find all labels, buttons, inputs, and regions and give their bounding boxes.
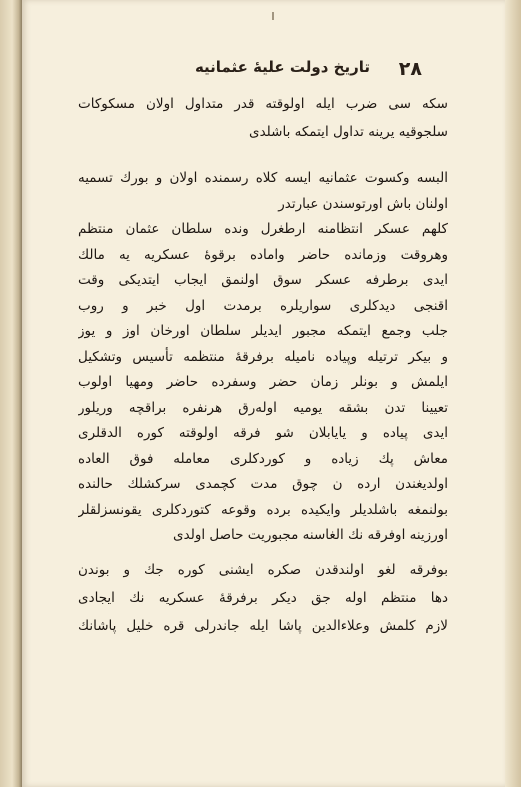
- text-line: معاش پك زياده و كوردكلرى معامله فوق العاده: [78, 450, 448, 467]
- text-line: لازم كلمش وعلاءالدين پاشا ايله جاندرلى قره خليل پاشانك: [78, 618, 448, 634]
- running-title: تاريخ دولت عليهٔ عثمانيه: [194, 58, 370, 76]
- page-header: [82, 58, 432, 84]
- paragraph-3: [78, 556, 448, 640]
- text-line: كلهم عسكر انتظامنه ارطغرل ونده سلطان عثمان منتظم: [78, 221, 448, 237]
- text-line: و بيكر ترتيله وپياده نامیله برفرقهٔ منتظمه تأسيس وتشكيل: [78, 348, 448, 365]
- text-line: اولديغندن ارده ن چوق مدت كچمدى سركشلك حالنده: [78, 476, 448, 492]
- text-line: البسه وكسوت عثمانيه ايسه كلاه رسمنده اولان و بورك تسميه: [78, 170, 448, 186]
- binding-gutter: [0, 0, 22, 787]
- text-line: اولنان باش اورتوسندن عبارتدر: [278, 195, 448, 212]
- text-line: بوفرقه لغو اولندقدن صكره ايشنى كوره جك و بوندن: [78, 562, 448, 578]
- text-line: اقنجى ديدكلرى سواريلره برمدت اول خبر و روب: [78, 297, 448, 314]
- ink-mark: [272, 12, 274, 20]
- text-line: ايلمش و بونلر زمان حضر وسفرده حاضر ومهيا اولوب: [78, 374, 448, 390]
- text-line: بولنمغه باشلديلر وايكيده برده وقوعه كتوردكلرى يقونسزلقلر: [78, 501, 448, 518]
- text-line: سكه سى ضرب ايله اولوقته قدر متداول اولان مسكوكات: [78, 96, 448, 112]
- page-sheet: [22, 0, 505, 787]
- page-number: ۲۸: [398, 58, 422, 80]
- text-line: تعيينا تدن بشقه يوميه اولەرق هرنفره براقچه وريلور: [78, 399, 448, 416]
- page-edge: [505, 0, 521, 787]
- text-line: اورزينه اوفرقه نك الغاسنه مجبوريت حاصل اولدى: [173, 527, 448, 543]
- text-line: وهروقت وزمانده حاضر وامادە برقوهٔ عسكريه يه مالك: [78, 246, 448, 263]
- text-line: دها منتظم اوله جق ديكر برفرقهٔ عسكريه نك ايجادى: [78, 590, 448, 606]
- paragraph-2: [78, 166, 448, 549]
- text-line: سلجوقيه يرينه تداول ايتمكه باشلدى: [249, 124, 448, 140]
- paragraph-1: [78, 90, 448, 146]
- text-line: ايدى پياده و يايابلان شو فرقه اولوقته كوره الدقلرى: [78, 425, 448, 441]
- text-line: جلب وجمع ايتمكه مجبور ايديلر سلطان اورخان اوز و يوز: [78, 323, 448, 339]
- text-line: ايدى برطرفه عسكر سوق اولنمق ايجاب ايتديكى وقت: [78, 272, 448, 288]
